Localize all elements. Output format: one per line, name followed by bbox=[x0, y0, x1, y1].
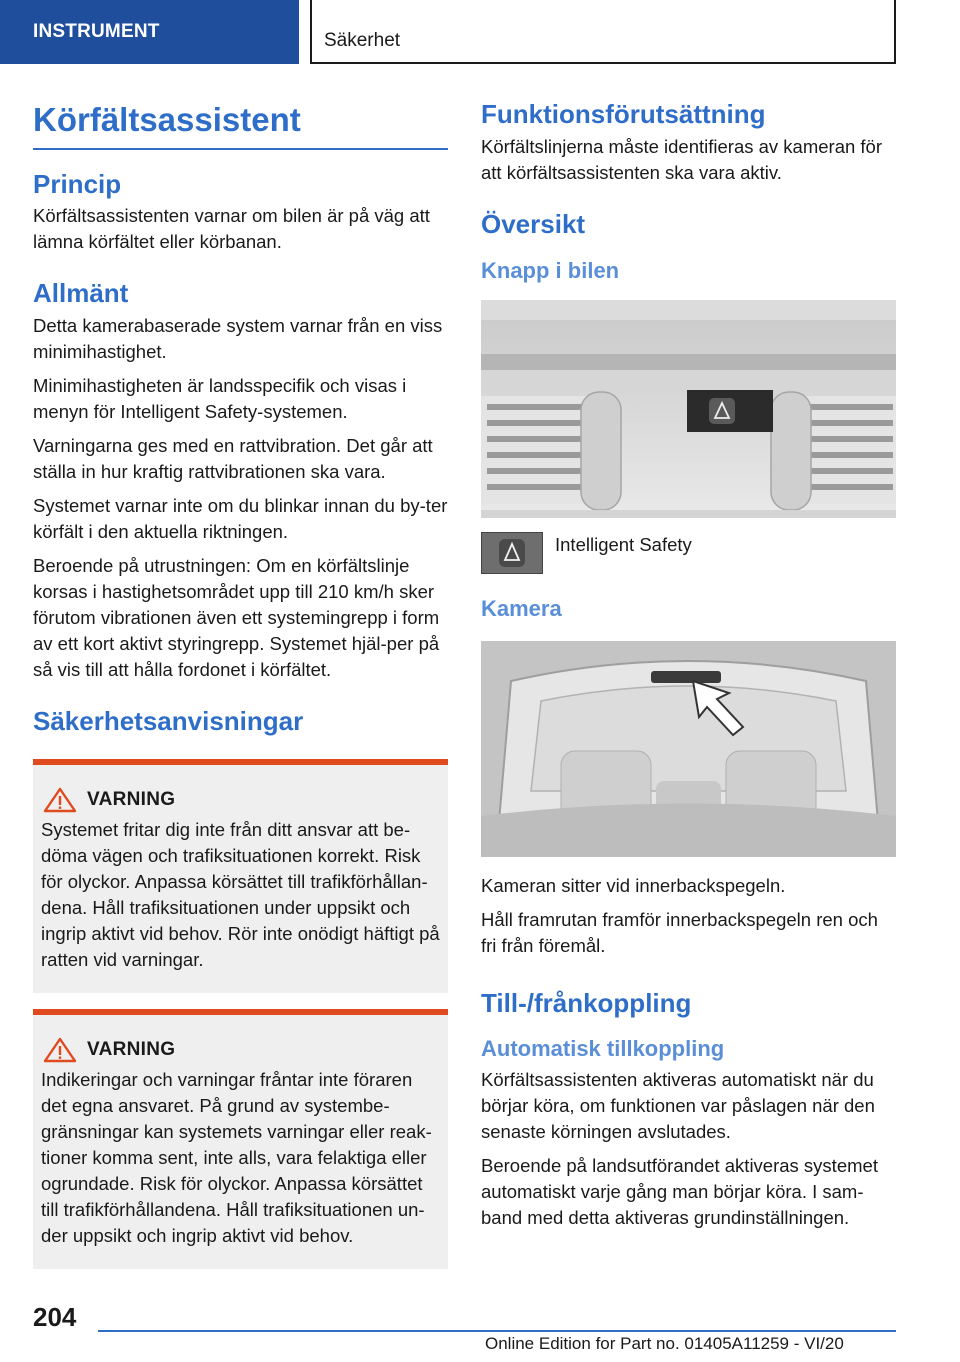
button-legend-text: Intelligent Safety bbox=[555, 534, 692, 556]
warning-triangle-icon bbox=[43, 787, 77, 813]
principle-text: Körfältsassistenten varnar om bilen är på väg att lämna körfältet eller körbanan. bbox=[33, 205, 430, 253]
footer-divider bbox=[98, 1330, 896, 1332]
overview-heading: Översikt bbox=[481, 208, 586, 239]
header-section: INSTRUMENT bbox=[0, 0, 299, 64]
header-chapter: Säkerhet bbox=[324, 30, 401, 51]
warning-label: VARNING bbox=[87, 1039, 176, 1061]
windshield-illustration bbox=[481, 641, 896, 857]
intelligent-safety-icon bbox=[481, 532, 543, 574]
dashboard-button-photo bbox=[481, 300, 896, 518]
safety-heading: Säkerhetsanvisningar bbox=[33, 706, 304, 737]
button-heading: Knapp i bilen bbox=[481, 257, 620, 283]
toggle-heading: Till-/frånkoppling bbox=[481, 987, 692, 1018]
function-heading: Funktionsförutsättning bbox=[481, 99, 766, 129]
auto-paragraph: Körfältsassistenten aktiveras automatiskt när du börjar köra, om funktionen var påslagen när den senaste körningen avslutades. bbox=[481, 1068, 875, 1142]
left-column bbox=[33, 100, 448, 1285]
auto-heading: Automatisk tillkoppling bbox=[481, 1036, 725, 1062]
function-text: Körfältslinjerna måste identifieras av kameran för att körfältsassistenten ska vara aktiv. bbox=[481, 135, 883, 183]
right-column bbox=[481, 100, 896, 1239]
general-heading: Allmänt bbox=[33, 278, 129, 309]
general-paragraph: Varningarna ges med en rattvibration. Det går att ställa in hur kraftig rattvibrationen ska vara. bbox=[33, 435, 433, 483]
camera-paragraph: Håll framrutan framför innerbackspegeln ren och fri från föremål. bbox=[481, 908, 878, 956]
page-number: 204 bbox=[33, 1302, 77, 1332]
camera-heading: Kamera bbox=[481, 596, 562, 622]
button-legend bbox=[481, 532, 896, 574]
page-title: Körfältsassistent bbox=[33, 100, 448, 150]
warning-triangle-icon bbox=[43, 1037, 77, 1063]
footer-edition: Online Edition for Part no. 01405A11259 - VI/20 bbox=[485, 1334, 844, 1353]
general-paragraph: Beroende på utrustningen: Om en körfältslinje korsas i hastighetsområdet upp till 210 km/h sker förutom vibrationen även ett systemingrepp i form av ett kort aktivt styringrepp. Systemet hjäl-per på så vis till att hålla fordonet i körfältet. bbox=[33, 555, 440, 681]
auto-paragraph: Beroende på landsutförandet aktiveras systemet automatiskt varje gång man börjar köra. I sam-band med detta aktiveras grundinställningen. bbox=[481, 1154, 878, 1228]
general-paragraph: Systemet varnar inte om du blinkar innan du by-ter körfält i den aktuella riktningen. bbox=[33, 495, 448, 543]
warning-box bbox=[33, 1009, 448, 1269]
general-paragraph: Minimihastigheten är landsspecifik och visas i menyn för Intelligent Safety-systemen. bbox=[33, 375, 407, 423]
warning-box bbox=[33, 759, 448, 993]
camera-paragraph: Kameran sitter vid innerbackspegeln. bbox=[481, 874, 786, 896]
dashboard-illustration bbox=[481, 300, 896, 518]
principle-heading: Princip bbox=[33, 168, 122, 199]
warning-text: Indikeringar och varningar fråntar inte föraren det egna ansvaret. På grund av systembe-gränsningar kan systemets varningar eller reak-tioner komma sent, inte alls, vara felaktiga eller ogrundade. Risk för olyckor. Anpassa körsättet till trafikförhållandena. Håll trafiksituationen un-der uppsikt och ingrip aktivt vid behov. bbox=[41, 1069, 432, 1247]
warning-text: Systemet fritar dig inte från ditt ansvar att be-döma vägen och trafiksituationen korrekt. Risk för olyckor. Anpassa körsättet till trafikförhållan-dena. Håll trafiksituationen under uppsikt och ingrip aktivt vid behov. Rör inte onödigt häftigt på ratten vid varningar. bbox=[41, 819, 440, 971]
warning-label: VARNING bbox=[87, 789, 176, 811]
general-paragraph: Detta kamerabaserade system varnar från en viss minimihastighet. bbox=[33, 315, 443, 363]
camera-photo bbox=[481, 641, 896, 857]
